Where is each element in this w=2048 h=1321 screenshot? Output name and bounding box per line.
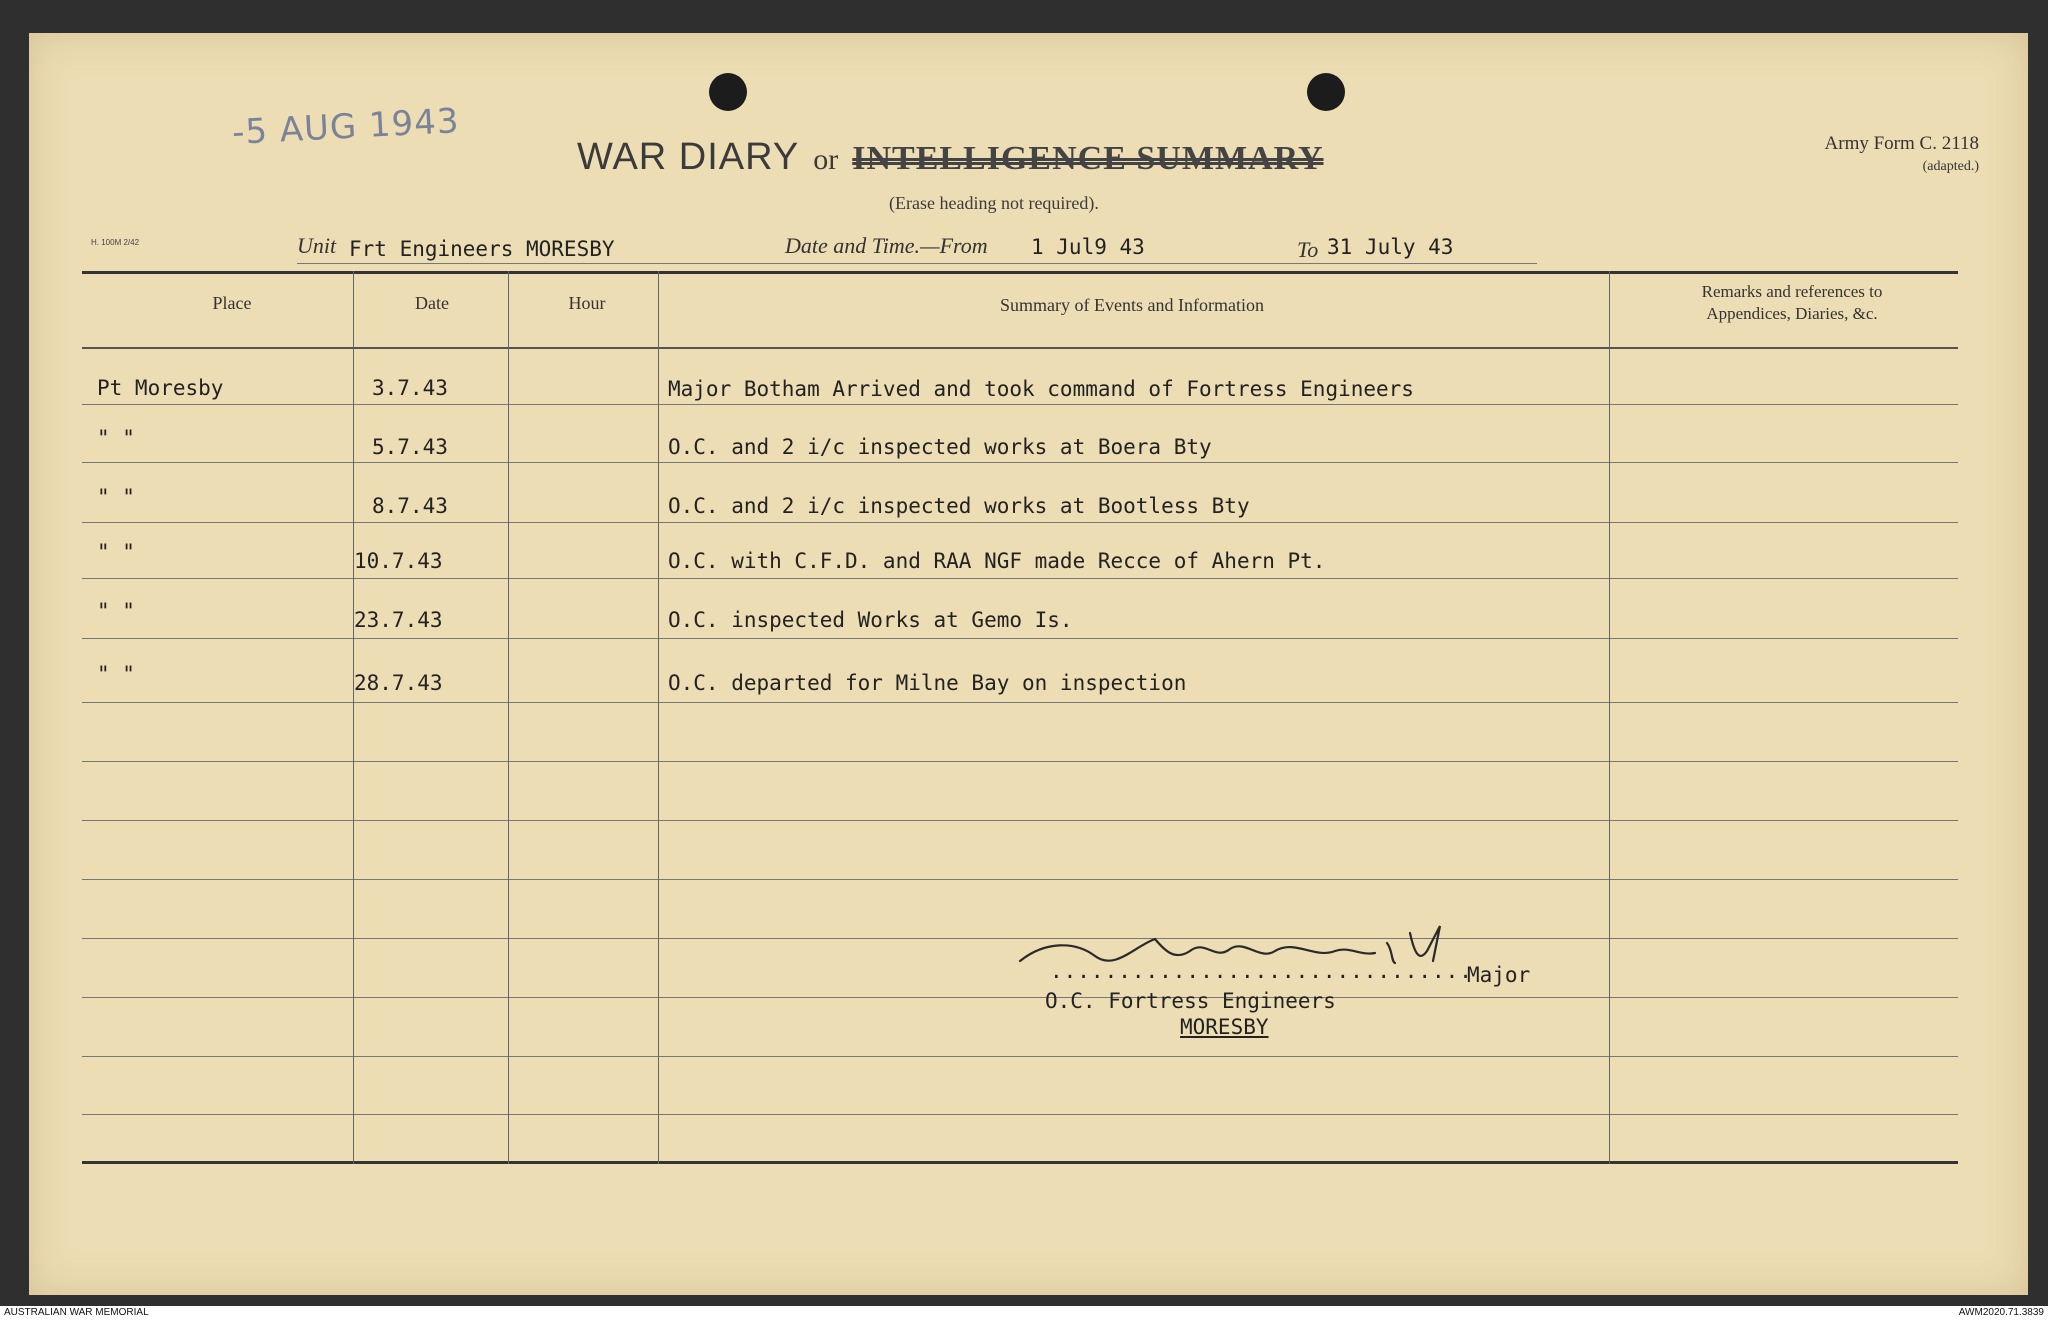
date-to-label: To xyxy=(1297,237,1319,262)
row-rule xyxy=(82,638,1958,639)
table-bottom-rule xyxy=(82,1161,1958,1164)
row-3-summary: O.C. and 2 i/c inspected works at Bootless Bty xyxy=(668,494,1250,518)
date-from-label: Date and Time.—From xyxy=(785,233,988,258)
row-5-summary: O.C. inspected Works at Gemo Is. xyxy=(668,608,1073,632)
row-rule xyxy=(82,522,1958,523)
row-4-place: " " xyxy=(97,540,135,564)
title-war-diary: WAR DIARY xyxy=(577,136,800,178)
row-rule xyxy=(82,1056,1958,1057)
title-or: or xyxy=(813,143,839,176)
table-top-rule xyxy=(82,271,1958,274)
signature-dots: ............................... xyxy=(1050,959,1473,983)
row-6-summary: O.C. departed for Milne Bay on inspection xyxy=(668,671,1187,695)
header-rule xyxy=(82,347,1958,349)
column-divider xyxy=(508,271,509,1164)
row-1-summary: Major Botham Arrived and took command of Fortress Engineers xyxy=(668,377,1414,401)
row-rule xyxy=(82,404,1958,405)
row-rule xyxy=(82,1114,1958,1115)
row-2-summary: O.C. and 2 i/c inspected works at Boera Bty xyxy=(668,435,1212,459)
row-4-date: 10.7.43 xyxy=(354,549,443,573)
unit-date-row xyxy=(297,233,1537,264)
unit-label: Unit xyxy=(297,233,337,258)
title-struck-heading: INTELLIGENCE SUMMARY xyxy=(852,140,1324,177)
row-rule xyxy=(82,761,1958,762)
signature-title: O.C. Fortress Engineers xyxy=(1045,989,1336,1013)
erase-note: (Erase heading not required). xyxy=(889,193,1099,213)
footer-institution: AUSTRALIAN WAR MEMORIAL xyxy=(4,1307,149,1318)
row-1-date: 3.7.43 xyxy=(372,376,448,400)
header-remarks-line2: Appendices, Diaries, &c. xyxy=(1706,304,1878,323)
column-divider xyxy=(658,271,659,1164)
archive-footer xyxy=(0,1306,2048,1321)
footer-accession-number: AWM2020.71.3839 xyxy=(1958,1307,2044,1318)
row-rule xyxy=(82,702,1958,703)
header-place: Place xyxy=(212,293,252,313)
row-6-place: " " xyxy=(97,662,135,686)
row-rule xyxy=(82,879,1958,880)
row-2-place: " " xyxy=(97,426,135,450)
column-divider xyxy=(1609,271,1610,1164)
diary-page xyxy=(29,33,2028,1295)
row-4-summary: O.C. with C.F.D. and RAA NGF made Recce of Ahern Pt. xyxy=(668,549,1326,573)
row-6-date: 28.7.43 xyxy=(354,671,443,695)
row-5-date: 23.7.43 xyxy=(354,608,443,632)
row-rule xyxy=(82,578,1958,579)
date-from-value: 1 Jul9 43 xyxy=(1031,235,1145,259)
army-form-number: Army Form C. 2118 xyxy=(1824,133,1979,154)
row-1-place: Pt Moresby xyxy=(97,376,224,400)
signature-block xyxy=(1015,921,1575,1051)
row-rule xyxy=(82,462,1958,463)
header-remarks-line1: Remarks and references to xyxy=(1701,282,1883,301)
punch-hole-right xyxy=(1307,73,1345,111)
row-rule xyxy=(82,820,1958,821)
column-divider xyxy=(353,271,354,1164)
army-form-note: (adapted.) xyxy=(1922,159,1979,174)
row-3-date: 8.7.43 xyxy=(372,494,448,518)
row-2-date: 5.7.43 xyxy=(372,435,448,459)
header-remarks xyxy=(1622,281,1962,325)
signature-rank: Major xyxy=(1467,963,1531,987)
unit-value: Frt Engineers MORESBY xyxy=(349,237,615,261)
row-5-place: " " xyxy=(97,599,135,623)
army-form-label xyxy=(1749,133,1979,175)
signature-place: MORESBY xyxy=(1180,1015,1269,1039)
date-to-value: 31 July 43 xyxy=(1327,235,1454,259)
row-3-place: " " xyxy=(97,485,135,509)
page-title xyxy=(577,136,1577,179)
header-summary: Summary of Events and Information xyxy=(1000,295,1264,315)
header-hour: Hour xyxy=(568,293,606,313)
header-date: Date xyxy=(415,293,449,313)
received-date-stamp: -5 AUG 1943 xyxy=(231,101,461,153)
punch-hole-left xyxy=(709,73,747,111)
form-code: H. 100M 2/42 xyxy=(91,238,140,247)
